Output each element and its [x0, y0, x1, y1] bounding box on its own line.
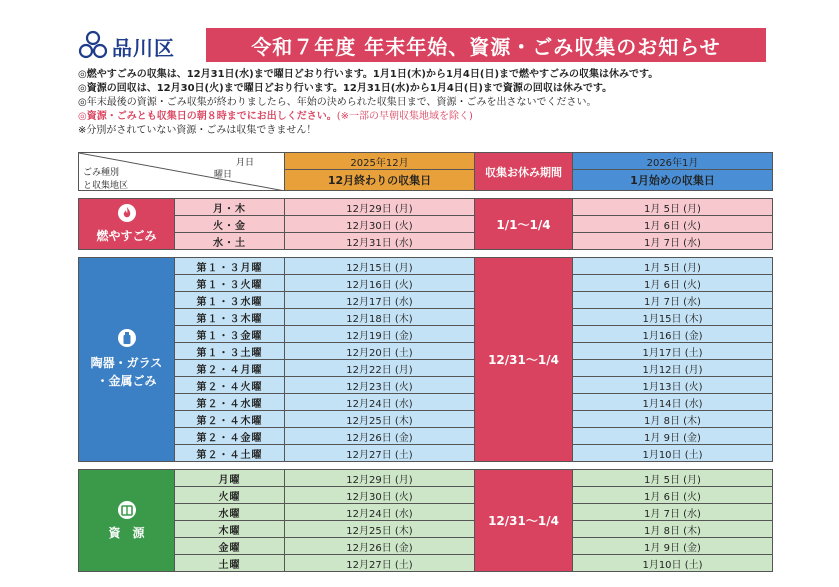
collection-schedule-table	[78, 152, 773, 572]
table-row: 第１・３木曜 12月18日 (木) 1月15日 (木)	[79, 309, 773, 326]
page-title: 令和７年度 年末年始、資源・ごみ収集のお知らせ	[206, 28, 766, 62]
holiday-header: 収集お休み期間	[475, 153, 573, 191]
note-unsorted: ※分別がされていない資源・ごみは収集できません！	[78, 125, 317, 136]
category-ceramics-glass-metal: 陶器・ガラス ・金属ごみ	[79, 258, 175, 462]
corner-diagonal	[79, 153, 285, 191]
holiday-period-burnable: 1/1～1/4	[475, 199, 573, 250]
table-row: 第２・４月曜 12月22日 (月) 1月12日 (月)	[79, 360, 773, 377]
table-row: 第２・４火曜 12月23日 (火) 1月13日 (火)	[79, 377, 773, 394]
table-row: 第１・３水曜 12月17日 (水) 1月 7日 (水)	[79, 292, 773, 309]
page-header	[78, 28, 768, 62]
table-row: 火・金 12月30日 (火) 1月 6日 (火)	[79, 216, 773, 233]
table-row: 第２・４木曜 12月25日 (木) 1月 8日 (木)	[79, 411, 773, 428]
flame-icon	[118, 204, 136, 222]
table-row: 金曜 12月26日 (金) 1月 9日 (金)	[79, 538, 773, 555]
december-month-header: 2025年12月	[285, 153, 475, 170]
january-month-header: 2026年1月	[573, 153, 773, 170]
table-row: 土曜 12月27日 (土) 1月10日 (土)	[79, 555, 773, 572]
note-burnable: ◎燃やすごみの収集は、12月31日(水)まで曜日どおり行います。1月1日(木)から1月4日(日)まで燃やすごみの収集は休みです。	[78, 69, 659, 80]
table-row: 陶器・ガラス ・金属ごみ 第１・３月曜 12月15日 (月) 12/31～1/4 1月 5日 (月)	[79, 258, 773, 275]
table-row: 第２・４水曜 12月24日 (水) 1月14日 (水)	[79, 394, 773, 411]
table-row: 水曜 12月24日 (水) 1月 7日 (水)	[79, 504, 773, 521]
table-row: 資 源 月曜 12月29日 (月) 12/31～1/4 1月 5日 (月)	[79, 470, 773, 487]
shinagawa-logo-icon	[78, 30, 108, 60]
table-header-row	[79, 153, 773, 170]
bottle-icon	[118, 329, 136, 347]
table-row: 水・土 12月31日 (水) 1月 7日 (水)	[79, 233, 773, 250]
table-row: 第１・３火曜 12月16日 (火) 1月 6日 (火)	[79, 275, 773, 292]
table-row: 木曜 12月25日 (木) 1月 8日 (木)	[79, 521, 773, 538]
table-row: 第１・３金曜 12月19日 (金) 1月16日 (金)	[79, 326, 773, 343]
category-resources: 資 源	[79, 470, 175, 572]
table-row: 第２・４土曜 12月27日 (土) 1月10日 (土)	[79, 445, 773, 462]
table-row: 火曜 12月30日 (火) 1月 6日 (火)	[79, 487, 773, 504]
ward-name: 品川区	[112, 36, 175, 60]
december-label-header: 12月終わりの収集日	[285, 170, 475, 191]
holiday-period-ceramics: 12/31～1/4	[475, 258, 573, 462]
january-label-header: 1月始めの収集日	[573, 170, 773, 191]
note-do-not-put-out: ◎年末最後の資源・ごみ収集が終わりましたら、年始の決められた収集日まで、資源・ごみを出さないでください。	[78, 97, 597, 108]
note-resources: ◎資源の回収は、12月30日(火)まで曜日どおり行います。12月31日(水)から1月4日(日)まで資源の回収は休みです。	[78, 83, 613, 94]
note-collection-time: ◎資源・ごみとも収集日の朝８時までにお出しください。(※一部の早朝収集地域を除く)	[78, 111, 473, 122]
table-row: 第２・４金曜 12月26日 (金) 1月 9日 (金)	[79, 428, 773, 445]
table-row: 燃やすごみ 月・木 12月29日 (月) 1/1～1/4 1月 5日 (月)	[79, 199, 773, 216]
header-corner: 月日 曜日 ごみ種別 と収集地区	[79, 153, 285, 191]
table-row: 第１・３土曜 12月20日 (土) 1月17日 (土)	[79, 343, 773, 360]
category-burnable: 燃やすごみ	[79, 199, 175, 250]
notice-list	[78, 68, 818, 138]
recycle-icon	[118, 501, 136, 519]
corner-category-label: ごみ種別 と収集地区	[83, 168, 129, 191]
holiday-period-resources: 12/31～1/4	[475, 470, 573, 572]
